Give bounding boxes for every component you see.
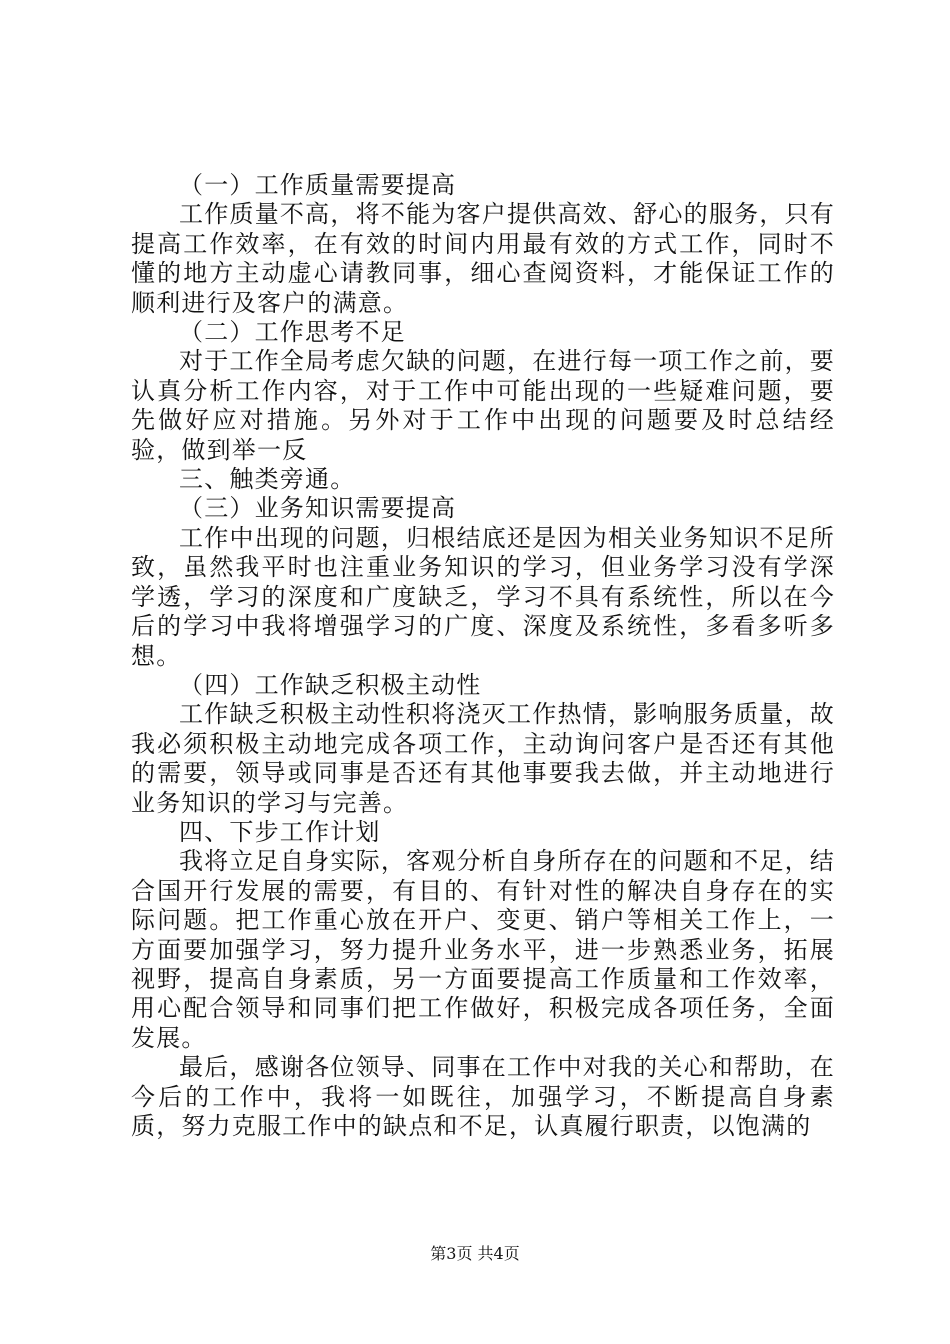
section-heading-initiative: （四）工作缺乏积极主动性 xyxy=(179,670,482,699)
section-heading-thinking: （二）工作思考不足 xyxy=(179,318,406,347)
document-body xyxy=(131,171,835,1141)
paragraph-quality: 工作质量不高，将不能为客户提供高效、舒心的服务，只有提高工作效率，在有效的时间内用最有效的方式工作，同时不懂的地方主动虚心请教同事，细心查阅资料，才能保证工作的顺利进行及客户的满意。 xyxy=(131,200,835,317)
section-heading-plan: 四、下步工作计划 xyxy=(179,817,381,846)
paragraph-plan: 我将立足自身实际，客观分析自身所存在的问题和不足，结合国开行发展的需要，有目的、有针对性的解决自身存在的实际问题。把工作重心放在开户、变更、销户等相关工作上，一方面要加强学习，努力提升业务水平，进一步熟悉业务，拓展视野，提高自身素质，另一方面要提高工作质量和工作效率，用心配合领导和同事们把工作做好，积极完成各项任务，全面发展。 xyxy=(131,847,835,1052)
paragraph-closing: 最后，感谢各位领导、同事在工作中对我的关心和帮助，在今后的工作中，我将一如既往，加强学习，不断提高自身素质，努力克服工作中的缺点和不足，认真履行职责，以饱满的 xyxy=(131,1053,835,1140)
paragraph-knowledge: 工作中出现的问题，归根结底还是因为相关业务知识不足所致，虽然我平时也注重业务知识的学习，但业务学习没有学深学透，学习的深度和广度缺乏，学习不具有系统性，所以在今后的学习中我将增强学习的广度、深度及系统性，多看多听多想。 xyxy=(131,523,835,670)
section-heading-quality: （一）工作质量需要提高 xyxy=(179,171,457,199)
section-heading-knowledge: （三）业务知识需要提高 xyxy=(179,494,457,523)
page-footer: 第3页 共4页 xyxy=(430,1244,520,1263)
paragraph-thinking-continued: 三、触类旁通。 xyxy=(179,465,356,494)
paragraph-thinking: 对于工作全局考虑欠缺的问题，在进行每一项工作之前，要认真分析工作内容，对于工作中可能出现的一些疑难问题，要先做好应对措施。另外对于工作中出现的问题要及时总结经验，做到举一反 xyxy=(131,347,835,464)
paragraph-initiative: 工作缺乏积极主动性积将浇灭工作热情，影响服务质量，故我必须积极主动地完成各项工作，主动询问客户是否还有其他的需要，领导或同事是否还有其他事要我去做，并主动地进行业务知识的学习与完善。 xyxy=(131,700,835,817)
